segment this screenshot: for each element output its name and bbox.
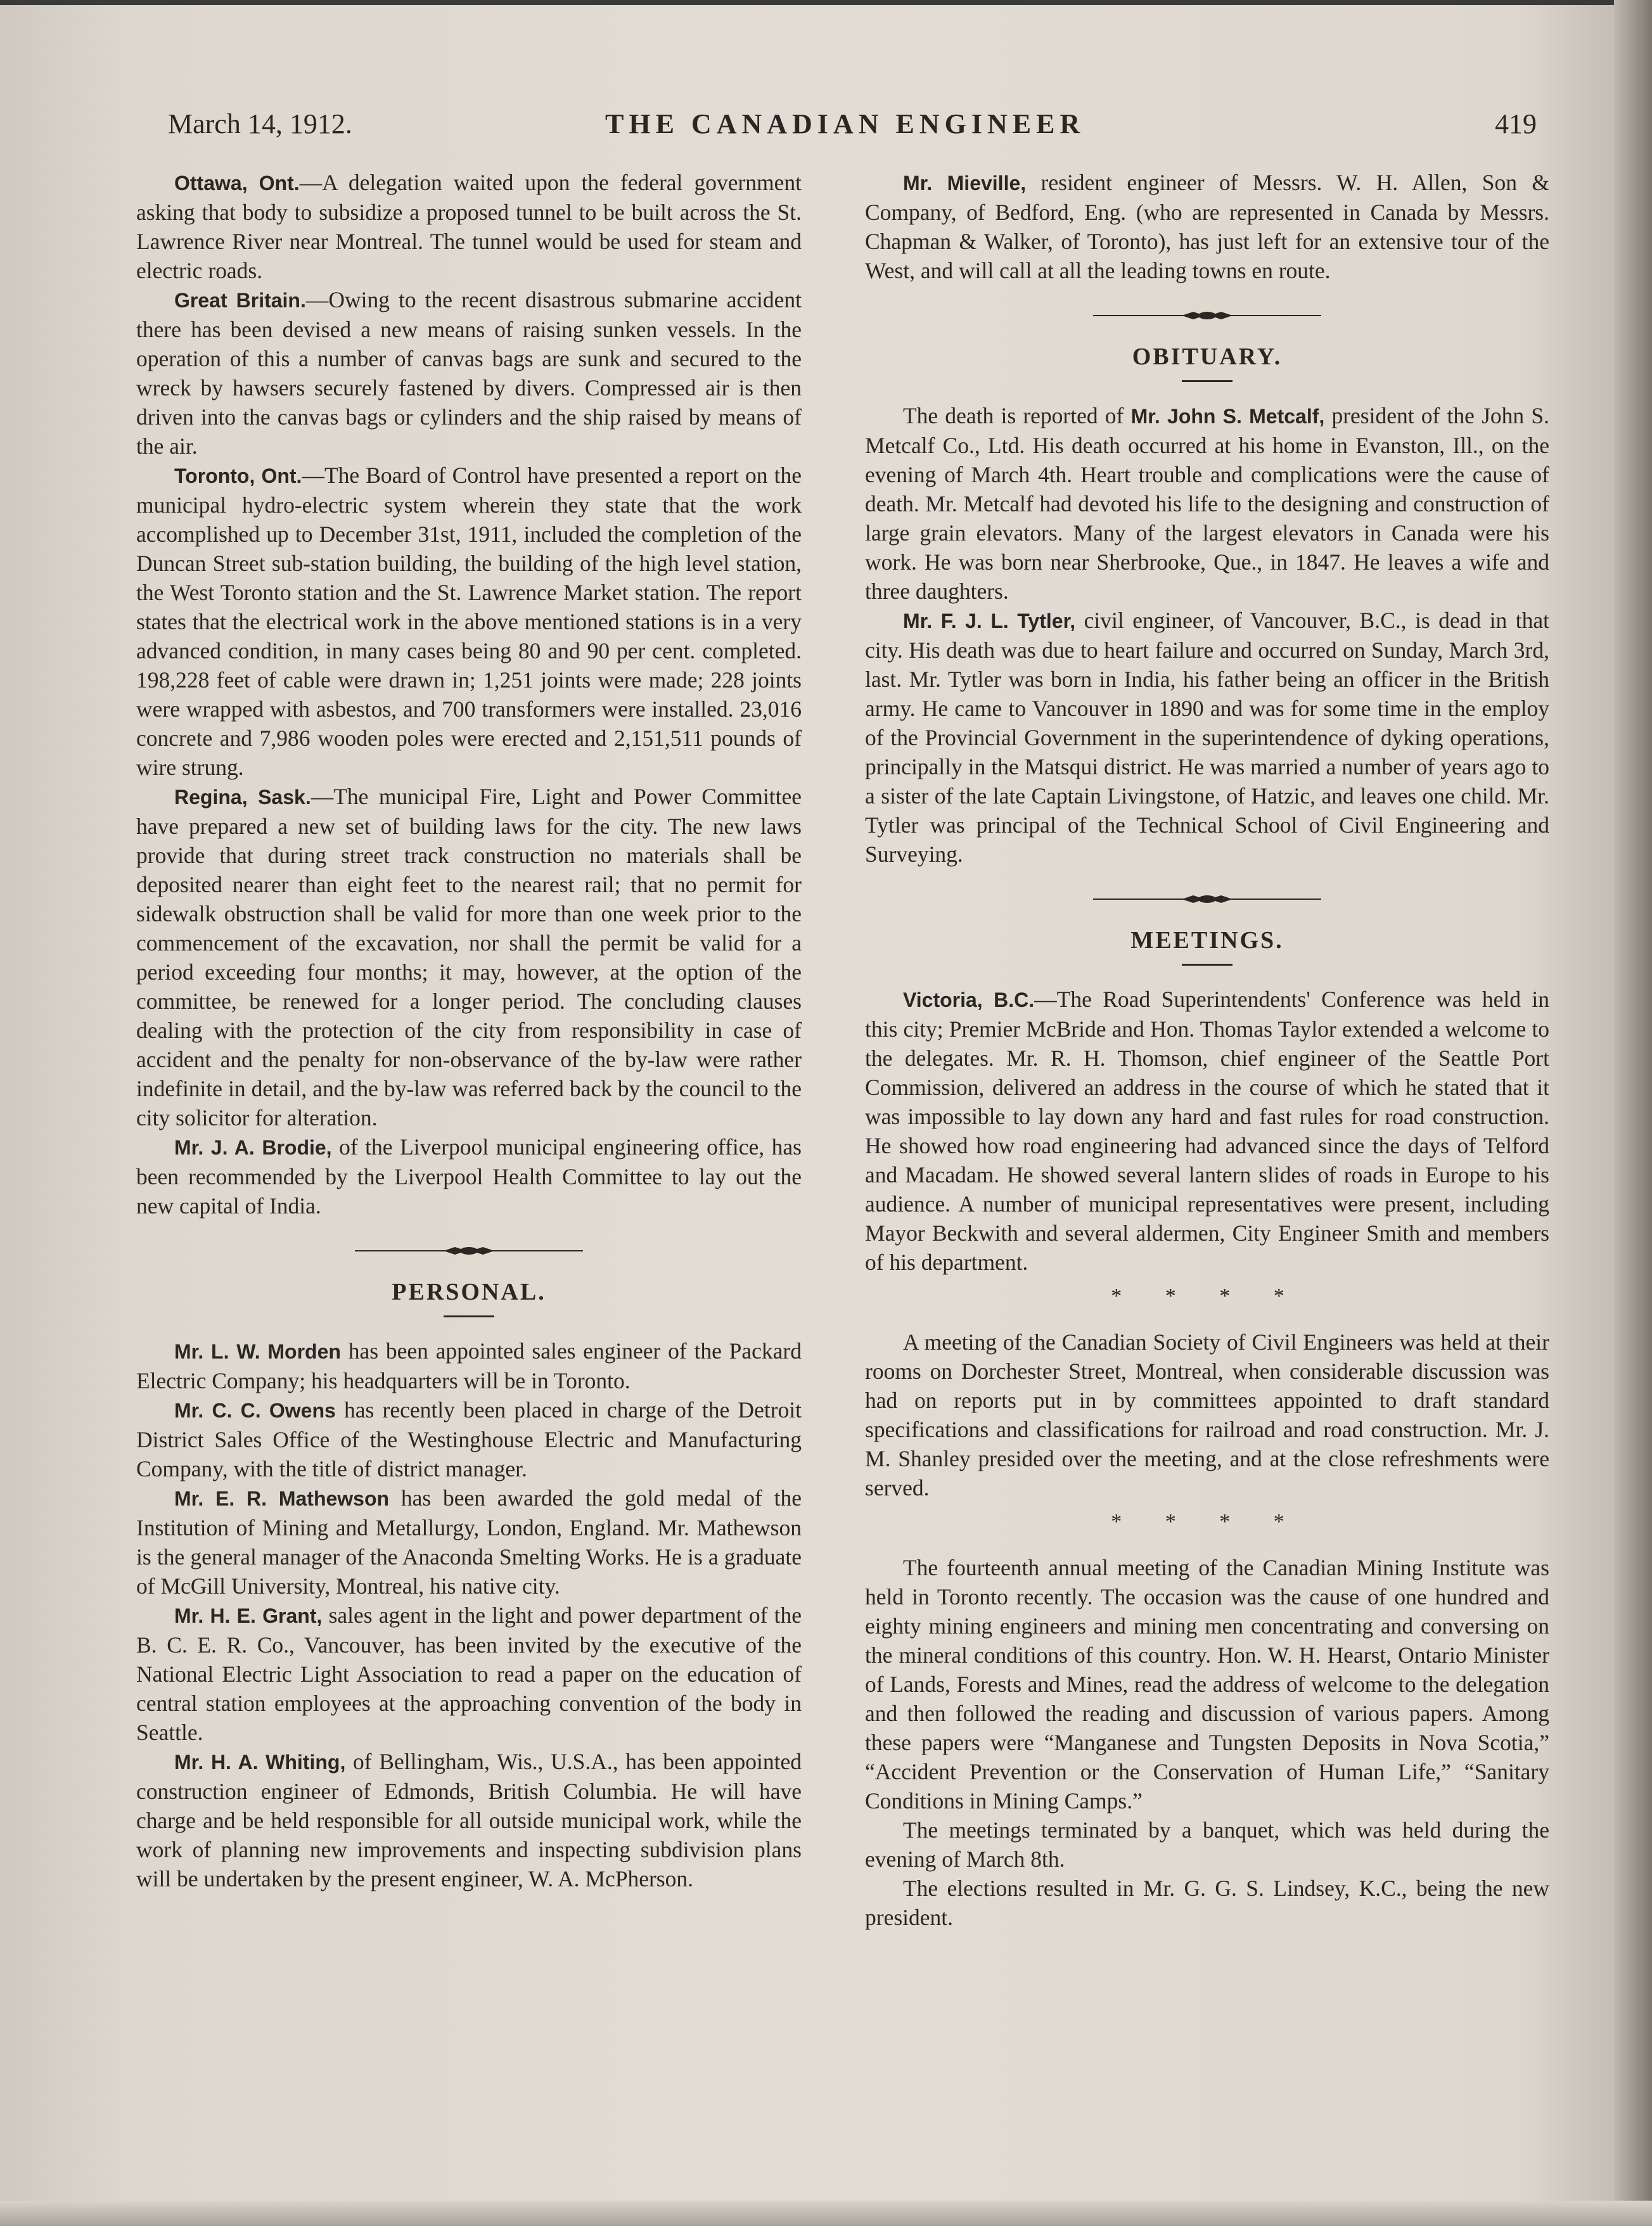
person-name: Mr. E. R. Mathewson bbox=[174, 1487, 390, 1510]
section-title-meetings: MEETINGS. bbox=[1130, 927, 1284, 954]
meeting-text: —The Road Superintendents' Conference was held in this city; Premier McBride and Hon. Thomas Taylor extended a welcome to the delegates. Mr. R. H. Thomson, chief engineer of the Seattle Port Commission, delivered an address in the course of which he stated that it was impossible to lay down any hard and fast rules for road construction. He showed how road engineering had advanced since the days of Telford and Macadam. He showed several lantern slides of roads in Europe to his audience. A number of municipal representatives were present, including Mayor Beckwith and several aldermen, City Engineer Smith and members of his department. bbox=[865, 987, 1549, 1275]
personal-item bbox=[136, 1395, 802, 1483]
meeting-item bbox=[865, 985, 1549, 1277]
personal-item bbox=[136, 1336, 802, 1395]
news-item-text: —Owing to the recent disastrous submarine accident there has been devised a new means of raising sunken vessels. In the operation of this a number of canvas bags are sunk and secured to the wreck by hawsers securely fastened by divers. Compressed air is then driven into the canvas bags or cylinders and the ship raised by means of the air. bbox=[136, 287, 802, 459]
top-border bbox=[0, 0, 1652, 5]
section-stars: * * * * bbox=[1111, 1284, 1303, 1308]
personal-item bbox=[136, 1747, 802, 1893]
page-edge bbox=[1614, 0, 1652, 2226]
section-title-obituary: OBITUARY. bbox=[1132, 343, 1283, 370]
news-item bbox=[136, 1132, 802, 1220]
section-title-personal: PERSONAL. bbox=[392, 1279, 546, 1305]
person-name: Mr. H. A. Whiting, bbox=[174, 1751, 346, 1774]
news-item-lead: Ottawa, Ont. bbox=[174, 172, 300, 195]
section-stars: * * * * bbox=[1111, 1510, 1303, 1533]
meeting-location: Victoria, B.C. bbox=[903, 988, 1035, 1011]
page-bottom-edge bbox=[0, 2201, 1652, 2226]
news-item-text: of the Liverpool municipal engineering office, has been recommended by the Liverpool Health Committee to lay out the new capital of India. bbox=[136, 1134, 802, 1219]
person-name: Mr. H. E. Grant, bbox=[174, 1604, 323, 1627]
obituary-item bbox=[865, 606, 1549, 869]
section-rule bbox=[1182, 964, 1233, 966]
news-item bbox=[136, 168, 802, 285]
personal-text: resident engineer of Messrs. W. H. Allen, Son & Company, of Bedford, Eng. (who are represented in Canada by Messrs. Chapman & Walker, of Toronto), has just left for an extensive tour of the West, and will call at all the leading towns en route. bbox=[865, 170, 1549, 283]
news-item bbox=[136, 782, 802, 1132]
personal-text: has been appointed sales engineer of the Packard Electric Company; his headquarters will be in Toronto. bbox=[136, 1338, 802, 1393]
person-name: Mr. C. C. Owens bbox=[174, 1399, 336, 1422]
ornament-divider bbox=[1093, 310, 1321, 321]
section-rule bbox=[444, 1315, 494, 1317]
obituary-text: civil engineer, of Vancouver, B.C., is dead in that city. His death was due to heart failure and occurred on Sunday, March 3rd, last. Mr. Tytler was born in India, his father being an officer in the British army. He came to Vancouver in 1890 and was for some time in the employ of the Provincial Government in the superintendence of dyking operations, principally in the Matsqui district. He was married a number of years ago to a sister of the late Captain Livingstone, of Hatzic, and leaves one child. Mr. Tytler was principal of the Technical School of Civil Engineering and Surveying. bbox=[865, 608, 1549, 867]
news-item-lead: Mr. J. A. Brodie, bbox=[174, 1136, 332, 1159]
meeting-item: The elections resulted in Mr. G. G. S. Lindsey, K.C., being the new president. bbox=[865, 1876, 1549, 1930]
news-item-text: —A delegation waited upon the federal government asking that body to subsidize a proposed tunnel to be built across the St. Lawrence River near Montreal. The tunnel would be used for steam and electric roads. bbox=[136, 170, 802, 283]
section-rule bbox=[1182, 380, 1233, 382]
obituary-text: president of the John S. Metcalf Co., Ltd. His death occurred at his home in Evanston, Ill., on the evening of March 4th. Heart trouble and complications were the cause of death. Mr. Metcalf had devoted his life to the designing and construction of large grain elevators. Many of the largest elevators in Canada were his work. He was born near Sherbrooke, Que., in 1847. He leaves a wife and three daughters. bbox=[865, 403, 1549, 604]
meeting-item: The meetings terminated by a banquet, which was held during the evening of March 8th. bbox=[865, 1817, 1549, 1872]
personal-item bbox=[865, 168, 1549, 285]
personal-item bbox=[136, 1601, 802, 1747]
meeting-item: The fourteenth annual meeting of the Canadian Mining Institute was held in Toronto recently. The occasion was the cause of one hundred and eighty mining engineers and mining men concentrating and conversing on the mineral conditions of this country. Hon. W. H. Hearst, Ontario Minister of Lands, Forests and Mines, read the address of welcome to the delegation and then followed the reading and discussion of various papers. Among these papers were “Manganese and Tungsten Deposits in Nova Scotia,” “Accident Prevention or the Conservation of Human Life,” “Sanitary Conditions in Mining Camps.” bbox=[865, 1555, 1549, 1813]
news-item-text: —The Board of Control have presented a report on the municipal hydro-electric system wherein they state that the work accomplished up to December 31st, 1911, included the completion of the Duncan Street sub-station building, the building of the high level station, the West Toronto station and the St. Lawrence Market station. The report states that the electrical work in the above mentioned stations is in a very advanced condition, in many cases being 80 and 90 per cent. completed. 198,228 feet of cable were drawn in; 1,251 joints were made; 228 joints were wrapped with asbestos, and 700 transformers were installed. 23,016 concrete and 7,986 wooden poles were erected and 2,151,511 pounds of wire strung. bbox=[136, 463, 802, 780]
news-item-lead: Toronto, Ont. bbox=[174, 464, 302, 487]
issue-date: March 14, 1912. bbox=[168, 108, 352, 139]
deceased-name: Mr. John S. Metcalf, bbox=[1130, 405, 1325, 428]
ornament-divider bbox=[355, 1246, 583, 1256]
obituary-intro: The death is reported of bbox=[903, 403, 1131, 428]
obituary-item bbox=[865, 401, 1549, 606]
news-item bbox=[136, 285, 802, 461]
news-item-lead: Regina, Sask. bbox=[174, 786, 311, 809]
person-name: Mr. Mieville, bbox=[903, 172, 1027, 195]
news-item-text: —The municipal Fire, Light and Power Committee have prepared a new set of building laws for the city. The new laws provide that during street track construction no materials shall be deposited nearer than eight feet to the nearest rail; that no permit for sidewalk obstruction shall be valid for more than one week prior to the commencement of the excavation, nor shall the permit be valid for a period exceeding four months; it may, however, at the option of the committee, be renewed for a longer period. The concluding clauses dealing with the protection of the city from responsibility in case of accident and the penalty for non-observance of the by-law were rather indefinite in detail, and the by-law was referred back by the council to the city solicitor for alteration. bbox=[136, 784, 802, 1130]
ornament-divider bbox=[1093, 894, 1321, 904]
running-header bbox=[168, 108, 1537, 152]
personal-text: sales agent in the light and power department of the B. C. E. R. Co., Vancouver, has been invited by the executive of the National Electric Light Association to read a paper on the education of central station employees at the approaching convention of the body in Seattle. bbox=[136, 1602, 802, 1745]
page-number: 419 bbox=[1495, 108, 1537, 139]
personal-text: of Bellingham, Wis., U.S.A., has been appointed construction engineer of Edmonds, British Columbia. He will have charge and be held responsible for all outside municipal work, while the work of planning new improvements and inspecting subdivision plans will be undertaken by the present engineer, W. A. McPherson. bbox=[136, 1749, 802, 1891]
journal-title: THE CANADIAN ENGINEER bbox=[605, 108, 1085, 139]
meeting-item: A meeting of the Canadian Society of Civil Engineers was held at their rooms on Dorchester Street, Montreal, when considerable discussion was had on reports put in by committees appointed to draft standard specifications and classifications for railroad and road construction. Mr. J. M. Shanley presided over the meeting, and at the close refreshments were served. bbox=[865, 1329, 1549, 1500]
deceased-name: Mr. F. J. L. Tytler, bbox=[903, 610, 1076, 632]
news-item bbox=[136, 461, 802, 782]
person-name: Mr. L. W. Morden bbox=[174, 1340, 341, 1363]
news-item-lead: Great Britain. bbox=[174, 289, 306, 312]
personal-text: has recently been placed in charge of the Detroit District Sales Office of the Westinghouse Electric and Manufacturing Company, with the title of district manager. bbox=[136, 1397, 802, 1481]
personal-text: has been awarded the gold medal of the Institution of Mining and Metallurgy, London, England. Mr. Mathewson is the general manager of the Anaconda Smelting Works. He is a graduate of McGill University, Montreal, his native city. bbox=[136, 1485, 802, 1599]
personal-item bbox=[136, 1483, 802, 1601]
right-column bbox=[865, 168, 1549, 1932]
left-column bbox=[136, 168, 802, 1893]
